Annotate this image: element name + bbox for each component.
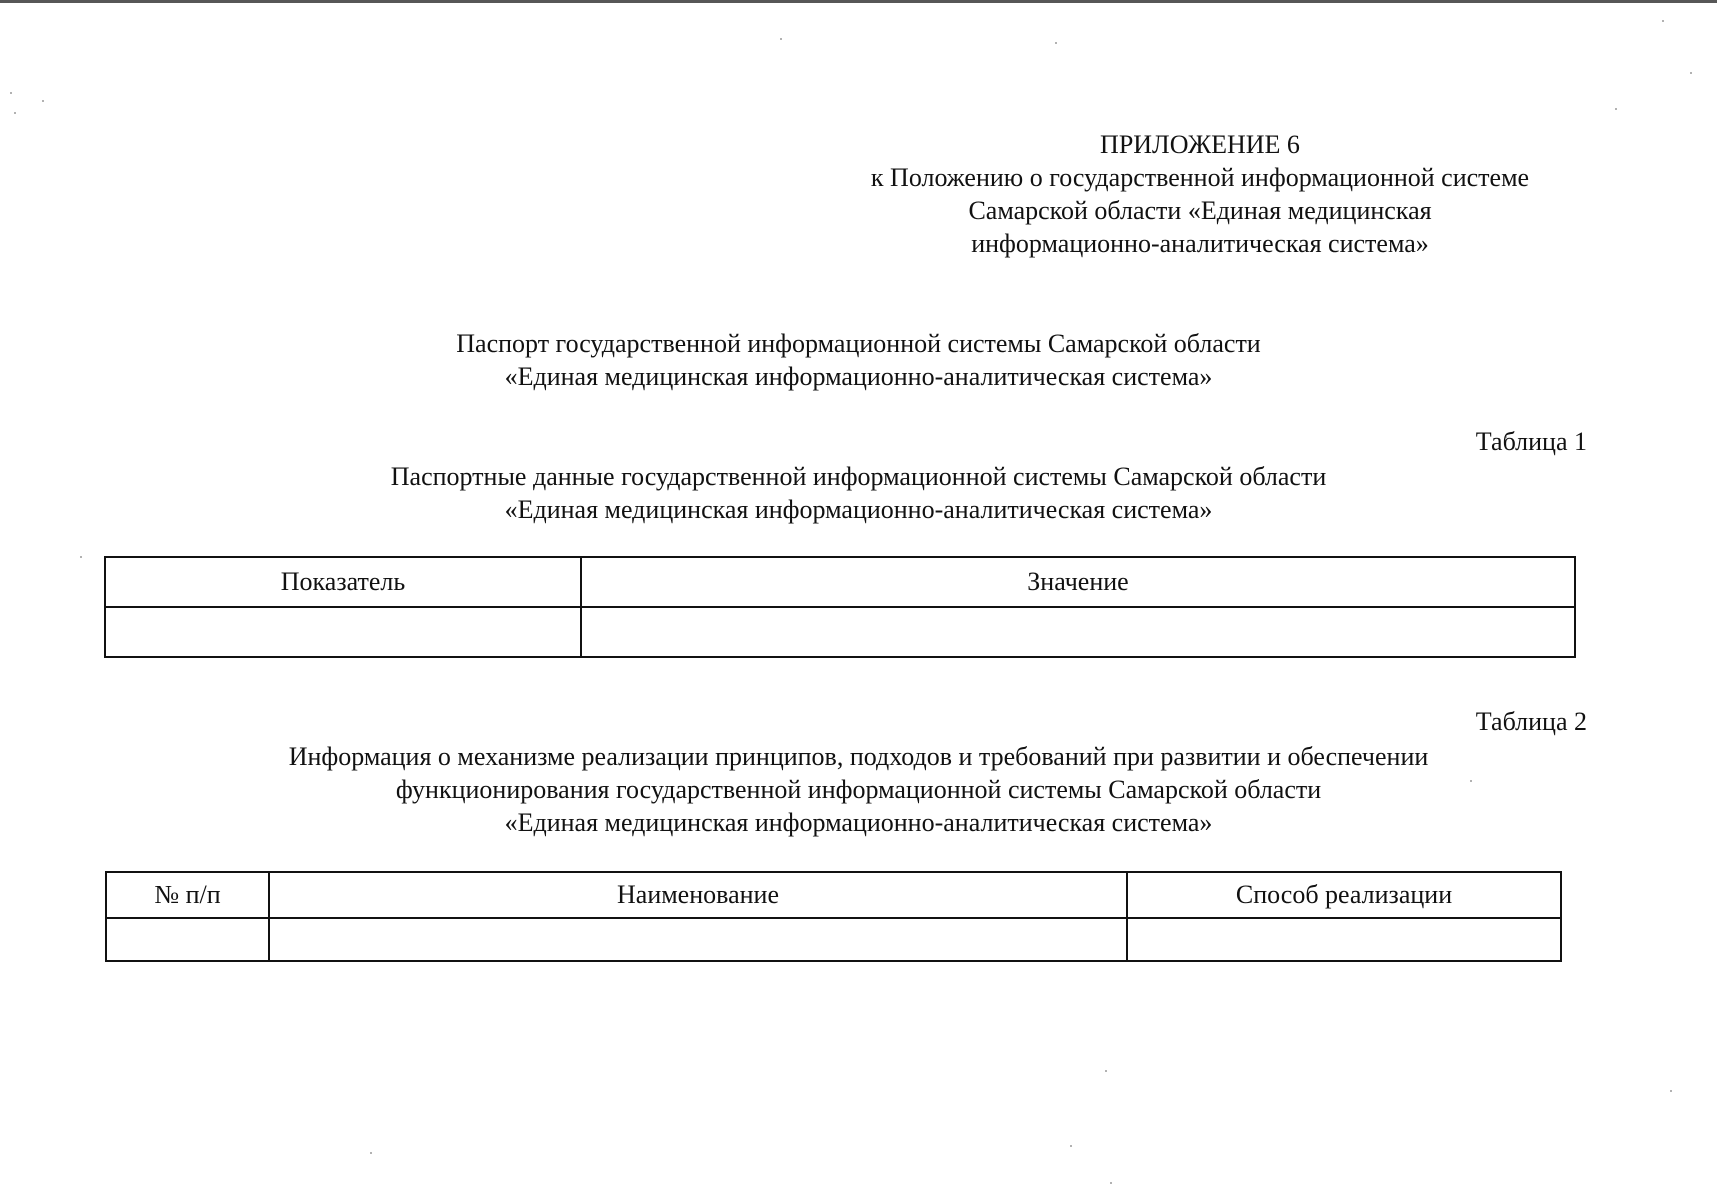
appendix-line: информационно-аналитическая система» [971,229,1429,258]
table-row [106,918,1561,961]
table1 [104,556,1576,658]
table1-label: Таблица 1 [1475,427,1587,456]
scan-speck [1662,20,1664,22]
appendix-line: Самарской области «Единая медицинская [968,196,1432,225]
table1-heading-line: Паспортные данные государственной информационной системы Самарской области [390,462,1327,491]
table-header-row [105,557,1575,607]
table-header-row [106,872,1561,918]
scan-speck [14,112,16,114]
scan-speck [80,556,82,558]
scan-speck [1670,1090,1672,1092]
table1-heading [0,460,1717,526]
table-cell [269,918,1127,961]
appendix-title: ПРИЛОЖЕНИЕ 6 [1100,130,1300,159]
table2-heading-line: «Единая медицинская информационно-аналитическая система» [504,808,1213,837]
scan-top-edge [0,0,1717,3]
column-header: Значение [581,557,1575,607]
scan-speck [1055,42,1057,44]
scan-speck [780,38,782,40]
passport-heading [0,327,1717,393]
scan-speck [10,92,12,94]
table2 [105,871,1562,962]
table-cell [105,607,581,657]
table-cell [1127,918,1561,961]
table-row [105,607,1575,657]
passport-heading-line: «Единая медицинская информационно-аналитическая система» [504,362,1213,391]
table2-label: Таблица 2 [1475,707,1587,736]
scan-speck [1110,1182,1112,1184]
table2-heading [0,740,1717,839]
scan-speck [1070,1145,1072,1147]
table-cell [106,918,269,961]
scan-speck [370,1152,372,1154]
scan-speck [42,100,44,102]
scan-speck [1105,1070,1107,1072]
column-header: № п/п [106,872,269,918]
appendix-line: к Положению о государственной информационной системе [870,163,1530,192]
column-header: Способ реализации [1127,872,1561,918]
passport-heading-line: Паспорт государственной информационной системы Самарской области [456,329,1261,358]
scan-speck [1615,108,1617,110]
table2-heading-line: Информация о механизме реализации принципов, подходов и требований при развитии и обеспечении [288,742,1429,771]
table2-heading-line: функционирования государственной информационной системы Самарской области [395,775,1322,804]
table1-heading-line: «Единая медицинская информационно-аналитическая система» [504,495,1213,524]
scan-speck [1690,72,1692,74]
column-header: Наименование [269,872,1127,918]
column-header: Показатель [105,557,581,607]
table-cell [581,607,1575,657]
appendix-header [830,128,1570,260]
